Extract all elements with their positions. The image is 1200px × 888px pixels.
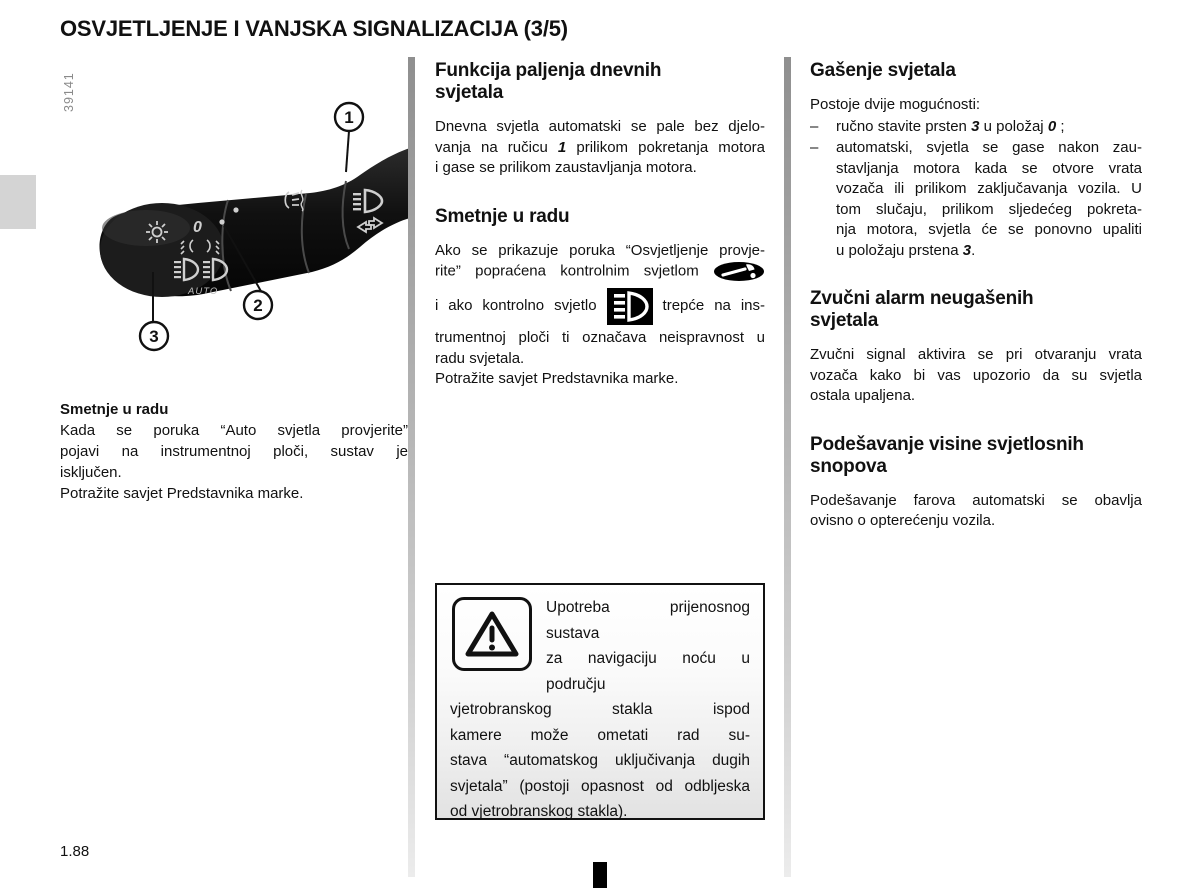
text-line: svjetala bbox=[810, 310, 879, 331]
text-line: ostala upaljena. bbox=[810, 387, 916, 404]
index-dot bbox=[219, 219, 224, 224]
text-line: ručno stavite prsten 3 u položaj 0 ; bbox=[836, 117, 1065, 135]
text-line: pojavi na instrumentnoj ploči, sustav je bbox=[60, 443, 408, 460]
text-segment: trepće na ins- bbox=[662, 297, 766, 314]
text-line: radu svjetala. bbox=[435, 349, 525, 367]
lights-off-heading: Gašenje svjetala bbox=[810, 60, 956, 81]
text-line: kamere može ometati rad su- bbox=[450, 726, 750, 744]
text-line: stava “automatskog uključivanja dugih bbox=[450, 752, 750, 769]
text-line: stavljanja motora kada se otvore vrata bbox=[836, 159, 1142, 177]
text-line: svjetala bbox=[435, 82, 504, 103]
text-line: isključen. bbox=[60, 464, 122, 481]
text-line: trumentnoj ploči ti označava neispravnost u bbox=[435, 329, 765, 346]
callout-line-1 bbox=[346, 131, 349, 172]
text-line: tom slučaju, prilikom sljedećeg pokreta- bbox=[836, 200, 1142, 218]
right-column bbox=[810, 60, 1142, 532]
text-line: automatski, svjetla se gase nakon zau- bbox=[836, 139, 1142, 156]
text-line: Zvučni signal aktivira se pri otvaranju vrata bbox=[810, 346, 1142, 363]
beam-adjustment-paragraph bbox=[810, 491, 1142, 532]
page-number: 1.88 bbox=[60, 843, 90, 860]
text-line-with-beam-icon bbox=[435, 284, 765, 328]
malfunctions-heading: Smetnje u radu bbox=[435, 205, 570, 227]
audible-alarm-paragraph bbox=[810, 345, 1142, 407]
light-stalk-illustration bbox=[50, 60, 410, 360]
left-smetnje-paragraph bbox=[60, 420, 408, 504]
text-line: snopova bbox=[810, 455, 887, 477]
position-zero-label: 0 bbox=[193, 219, 202, 236]
text-line: Upotreba prijenosnog sustava bbox=[546, 599, 750, 642]
auto-label: AUTO bbox=[188, 286, 219, 297]
text-line: Dnevna svjetla automatski se pale bez djelo- bbox=[435, 118, 765, 135]
middle-column bbox=[435, 60, 765, 390]
index-dot bbox=[233, 207, 238, 212]
text-line: za navigaciju noću u području bbox=[546, 650, 750, 693]
audible-alarm-heading bbox=[810, 288, 1142, 332]
main-beam-telltale-icon bbox=[607, 288, 653, 325]
text-line: Funkcija paljenja dnevnih bbox=[435, 60, 662, 81]
bullet-text bbox=[836, 138, 1142, 261]
callout-number-3: 3 bbox=[149, 327, 159, 346]
text-line: Zvučni alarm neugašenih bbox=[810, 288, 1034, 309]
list-item bbox=[810, 138, 1142, 261]
text-line: od vjetrobranskog stakla). bbox=[450, 803, 628, 820]
text-line: ovisno o opterećenju vozila. bbox=[810, 512, 996, 529]
text-line: Potražite savjet Predstavnika marke. bbox=[60, 485, 304, 502]
text-segment: i ako kontrolno svjetlo bbox=[435, 297, 597, 314]
column-divider-left bbox=[408, 57, 415, 877]
callout-number-1: 1 bbox=[344, 108, 354, 127]
text-line: i gase se prilikom zaustavljanja motora. bbox=[435, 159, 697, 176]
text-line: Podešavanje visine svjetlosnih bbox=[810, 433, 1084, 455]
daytime-lights-heading bbox=[435, 60, 765, 104]
chapter-tab bbox=[0, 175, 36, 229]
beam-adjustment-heading bbox=[810, 434, 1142, 478]
text-line: Podešavanje farova automatski se obavlja bbox=[810, 491, 1142, 509]
lights-off-intro: Postoje dvije mogućnosti: bbox=[810, 96, 981, 113]
text-line: vanja na ručicu 1 prilikom pokretanja motora bbox=[435, 138, 765, 156]
warning-box bbox=[435, 583, 765, 820]
malfunctions-paragraph bbox=[435, 241, 765, 390]
left-column bbox=[60, 399, 408, 504]
page-title: OSVJETLJENJE I VANJSKA SIGNALIZACIJA (3/5) bbox=[60, 16, 568, 41]
bullet-text bbox=[836, 117, 1142, 138]
text-line: vjetrobranskog stakla ispod bbox=[450, 701, 750, 718]
text-line: Kada se poruka “Auto svjetla provjerite” bbox=[60, 422, 408, 439]
warning-triangle-icon bbox=[452, 597, 532, 671]
column-divider-right bbox=[784, 57, 791, 877]
text-line: Ako se prikazuje poruka “Osvjetljenje provje- bbox=[435, 241, 765, 259]
lights-off-bullet-list bbox=[810, 117, 1142, 262]
bullet-dash: – bbox=[810, 117, 819, 135]
text-line-with-wrench bbox=[435, 261, 765, 282]
text-segment: rite” popraćena kontrolnim svjetlom bbox=[435, 262, 699, 280]
callout-number-2: 2 bbox=[253, 296, 263, 315]
text-line: vozača ili prilikom zaključavanja vozila. U bbox=[836, 180, 1142, 197]
text-line: nja motora, svjetla će se ponovno upaliti bbox=[836, 221, 1142, 238]
text-line: u položaju prstena 3. bbox=[836, 241, 976, 259]
left-smetnje-heading: Smetnje u radu bbox=[60, 401, 169, 418]
list-item bbox=[810, 117, 1142, 138]
text-line: Potražite savjet Predstavnika marke. bbox=[435, 370, 679, 387]
service-wrench-telltale-icon bbox=[713, 261, 765, 282]
stalk-cap-sheen bbox=[102, 210, 190, 246]
text-line: vozača kako bi vas upozorio da su svjetla bbox=[810, 366, 1142, 384]
figure-number: 39141 bbox=[62, 72, 76, 112]
bullet-dash: – bbox=[810, 139, 819, 156]
page-bottom-mark bbox=[593, 862, 607, 888]
text-line: svjetala” (postoji opasnost od odbljeska bbox=[450, 777, 750, 795]
daytime-lights-paragraph bbox=[435, 117, 765, 179]
